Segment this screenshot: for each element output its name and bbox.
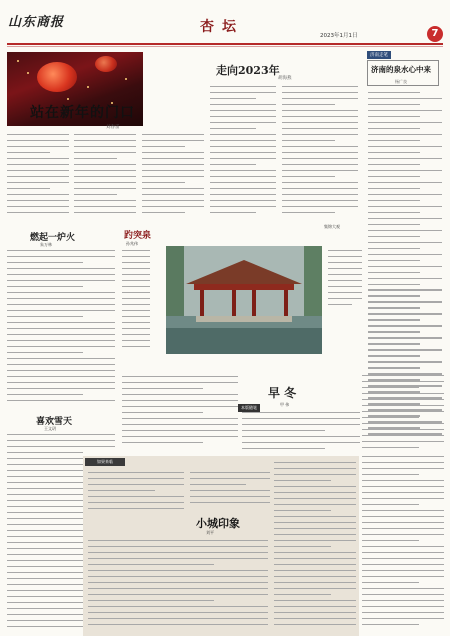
bottom-feature-tag: 如果来临 [85,458,125,466]
lantern-graphic [37,62,77,92]
bottom-column-1-lower [88,540,268,632]
mid-essay-column [122,376,238,450]
bottom-feature-byline: 刘平 [206,530,214,535]
winter-headline: 早 冬 [268,386,297,400]
winter-tag: 本版随笔 [238,404,260,412]
lead-column-2 [74,134,136,220]
newspaper-masthead: 山东商报 [8,15,65,30]
poem-column [122,250,162,360]
issue-date: 2023年1月1日 [320,33,358,39]
sidebar-tag: 济南走笔 [367,51,391,59]
bottom-column-2-top [190,472,270,512]
section-title: 杏坛 [200,19,244,35]
year-byline: 胡海燕 [278,76,292,81]
pavilion-illustration [166,246,322,354]
lead-column-1 [7,134,69,220]
header-rule [7,43,443,45]
year-column-2 [282,86,358,220]
fire-byline: 朱万林 [40,242,52,247]
right-mid-column [362,375,444,453]
winter-column [242,412,360,452]
year-headline: 走向2023年 [216,64,280,77]
lead-byline: 刘春雷 [106,125,120,130]
right-bottom-column [362,456,444,632]
sidebar-byline: 杨广良 [395,79,407,84]
lead-column-3 [142,134,204,220]
year-column-1 [210,86,276,220]
photo-caption [328,250,362,360]
snow-byline: 王文玥 [44,426,56,431]
winter-byline: 甲 伟 [280,402,290,407]
bottom-column-3 [274,462,356,630]
poem-title: 趵突泉 [124,231,152,241]
poem-byline: 孙兆伟 [126,241,138,246]
lantern-graphic-small [95,56,117,72]
lead-headline: 站在新年的门口 [30,105,135,121]
bottom-feature-headline: 小城印象 [196,517,240,530]
pavilion-photo [166,246,322,354]
photo-section-tag: 集锦大观 [324,224,340,229]
sidebar-title: 济南的泉水心中来 [371,65,431,74]
header-rule-thin [7,46,443,47]
fire-column [7,250,115,408]
snow-headline: 喜欢雪天 [36,417,73,427]
page-number-badge: 7 [427,26,443,42]
fire-headline: 燃起一炉火 [30,233,76,243]
bottom-column-1-top [88,472,184,512]
